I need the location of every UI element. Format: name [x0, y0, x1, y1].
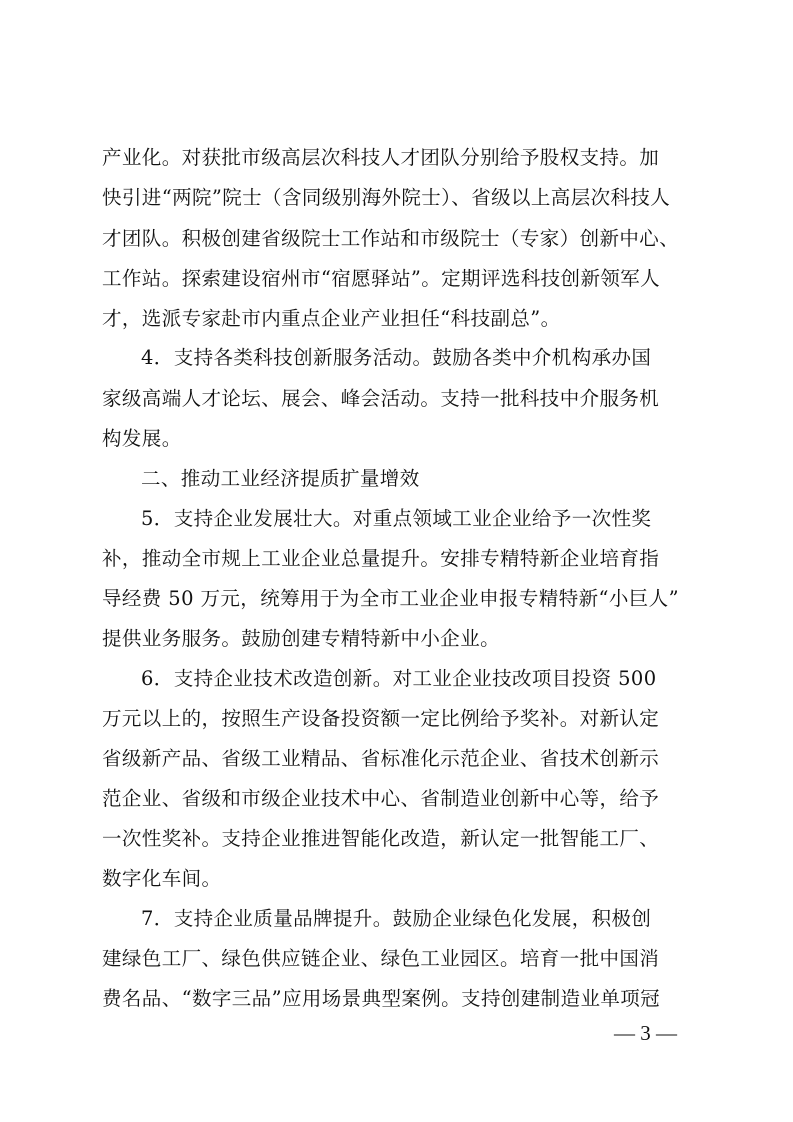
- paragraph-line: 导经费 50 万元，统筹用于为全市工业企业申报专精特新“小巨人”: [102, 587, 679, 610]
- paragraph-line: 6．支持企业技术改造创新。对工业企业技改项目投资 500: [141, 667, 657, 690]
- paragraph-line: 建绿色工厂、绿色供应链企业、绿色工业园区。培育一批中国消: [102, 947, 660, 970]
- paragraph-line: 提供业务服务。鼓励创建专精特新中小企业。: [102, 627, 501, 650]
- paragraph-line: 一次性奖补。支持企业推进智能化改造，新认定一批智能工厂、: [102, 827, 660, 850]
- paragraph-line: 5．支持企业发展壮大。对重点领域工业企业给予一次性奖: [141, 507, 652, 530]
- paragraph-line: 范企业、省级和市级企业技术中心、省制造业创新中心等，给予: [102, 787, 660, 810]
- paragraph-line: 快引进“两院”院士（含同级别海外院士）、省级以上高层次科技人: [102, 186, 671, 209]
- paragraph-line: 才，选派专家赴市内重点企业产业担任“科技副总”。: [102, 307, 561, 330]
- paragraph-line: 才团队。积极创建省级院士工作站和市级院士（专家）创新中心、: [102, 227, 680, 250]
- paragraph-line: 省级新产品、省级工业精品、省标准化示范企业、省技术创新示: [102, 747, 660, 770]
- paragraph-line: 补，推动全市规上工业企业总量提升。安排专精特新企业培育指: [102, 547, 660, 570]
- paragraph-line: 产业化。对获批市级高层次科技人才团队分别给予股权支持。加: [102, 146, 660, 169]
- paragraph-line: 7．支持企业质量品牌提升。鼓励企业绿色化发展，积极创: [141, 907, 652, 930]
- paragraph-line: 费名品、“数字三品”应用场景典型案例。支持创建制造业单项冠: [102, 987, 661, 1010]
- paragraph-line: 构发展。: [102, 427, 182, 450]
- paragraph-line: 数字化车间。: [102, 867, 222, 890]
- paragraph-line: 4．支持各类科技创新服务活动。鼓励各类中介机构承办国: [141, 346, 652, 369]
- paragraph-line: 家级高端人才论坛、展会、峰会活动。支持一批科技中介服务机: [102, 387, 660, 410]
- paragraph-line: 万元以上的，按照生产设备投资额一定比例给予奖补。对新认定: [102, 707, 660, 730]
- paragraph-line: 工作站。探索建设宿州市“宿愿驿站”。定期评选科技创新领军人: [102, 267, 661, 290]
- section-heading: 二、推动工业经济提质扩量增效: [141, 467, 420, 490]
- page-number: — 3 —: [614, 1021, 677, 1045]
